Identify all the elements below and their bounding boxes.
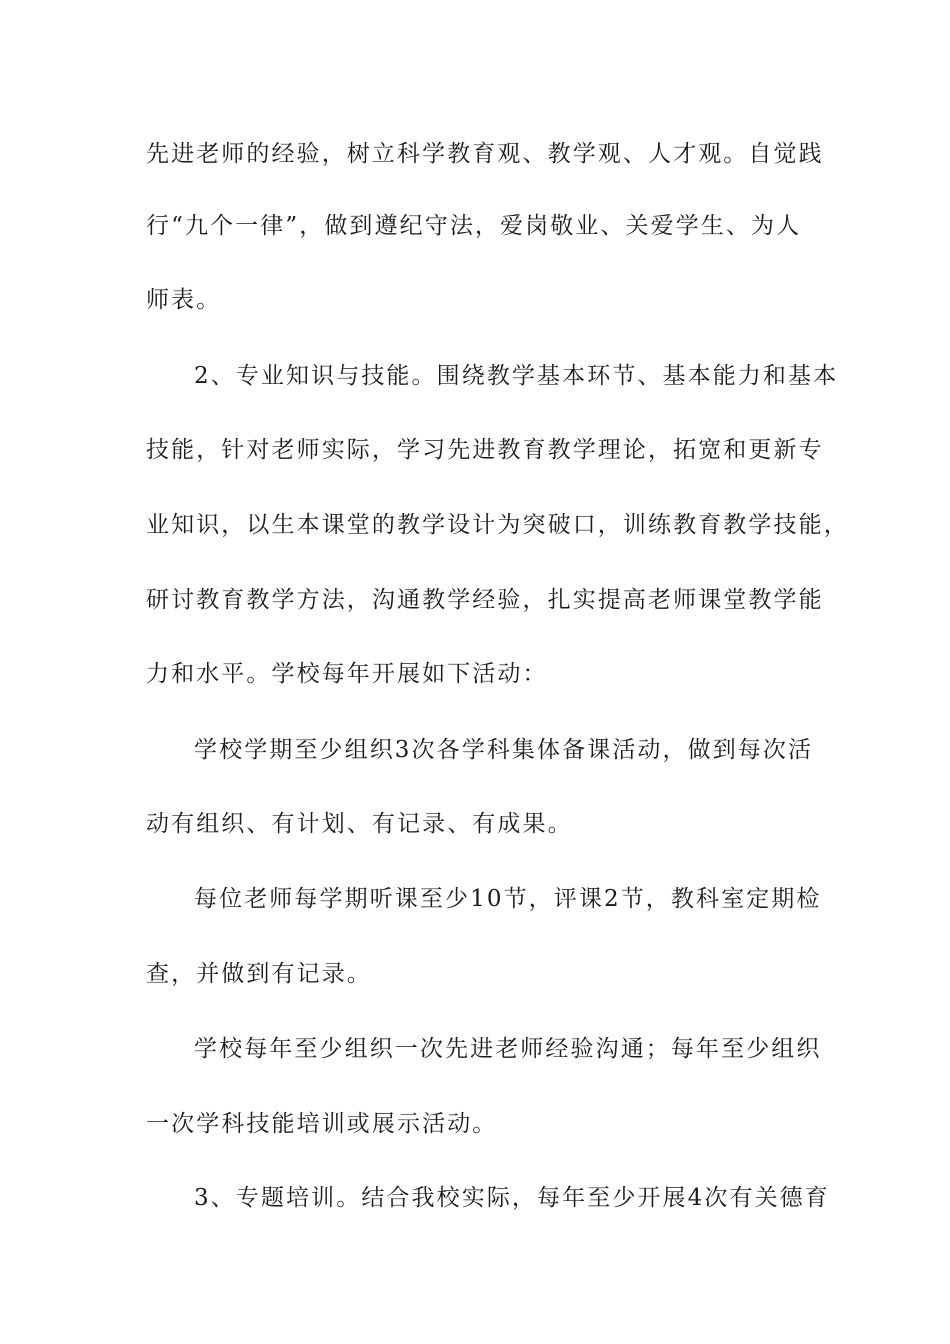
text-line-2: 行“九个一律”，做到遵纪守法，爱岗敬业、关爱学生、为人 [146, 213, 802, 239]
text-line-7: 研讨教育教学方法，沟通教学经验，扎实提高老师课堂教学能 [146, 587, 824, 613]
text-line-5: 技能，针对老师实际，学习先进教育教学理论，拓宽和更新专 [146, 437, 824, 463]
text-line-12: 查，并做到有记录。 [146, 961, 372, 987]
text-line-9: 学校学期至少组织3次各学科集体备课活动，做到每次活 [194, 737, 814, 763]
text-line-15: 3、专题培训。结合我校实际，每年至少开展4次有关德育 [194, 1185, 830, 1211]
text-line-6: 业知识，以生本课堂的教学设计为突破口，训练教育教学技能， [146, 512, 849, 538]
text-line-10: 动有组织、有计划、有记录、有成果。 [146, 811, 573, 837]
text-line-3: 师表。 [146, 287, 222, 313]
text-line-13: 学校每年至少组织一次先进老师经验沟通；每年至少组织 [194, 1036, 822, 1062]
text-line-8: 力和水平。学校每年开展如下活动： [146, 661, 548, 687]
text-line-11: 每位老师每学期听课至少10节，评课2节，教科室定期检 [194, 886, 822, 912]
text-line-4: 2、专业知识与技能。围绕教学基本环节、基本能力和基本 [194, 363, 839, 389]
text-line-1: 先进老师的经验，树立科学教育观、教学观、人才观。自觉践 [146, 141, 824, 167]
text-line-14: 一次学科技能培训或展示活动。 [146, 1111, 498, 1137]
